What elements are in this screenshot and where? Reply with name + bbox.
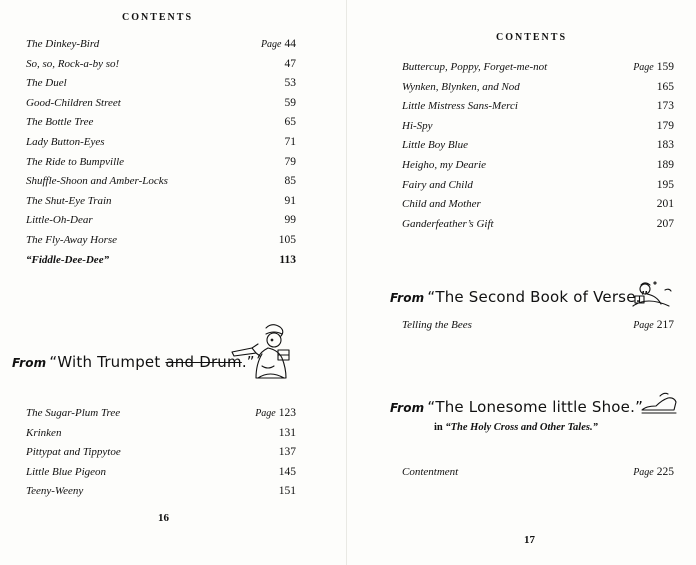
toc-entry-title: Teeny-Weeny (26, 485, 84, 498)
page-number-value: 207 (656, 217, 674, 230)
toc-entry-page (657, 117, 674, 137)
page-number-value: 189 (656, 158, 674, 171)
page-number-value: 123 (278, 407, 296, 419)
toc-entry-title: So, so, Rock-a-by so! (26, 57, 120, 70)
toc-entry-title: Contentment (402, 466, 459, 478)
toc-entry-title: Telling the Bees (402, 319, 472, 331)
toc-entry (26, 113, 296, 133)
page-number-value: 79 (284, 155, 296, 168)
toc-entry-page (285, 113, 297, 133)
toc-entry (26, 251, 296, 271)
page-number-value: 44 (284, 38, 296, 50)
toc-entry (26, 133, 296, 153)
toc-entry-title: Heigho, my Dearie (402, 158, 487, 171)
toc-entry-page (657, 136, 674, 156)
toc-entry-title: Little Boy Blue (402, 139, 468, 152)
toc-entry-page (657, 97, 674, 117)
toc-entry (402, 176, 674, 196)
page-label: Page (633, 467, 654, 478)
toc-entry-title: Ganderfeather’s Gift (402, 217, 494, 230)
toc-entry-page (285, 133, 297, 153)
right-page (348, 0, 696, 565)
toc-entry (26, 231, 296, 251)
toc-list-2 (402, 316, 674, 336)
toc-entry-title: “Fiddle-Dee-Dee” (26, 253, 110, 266)
reading-child-illustration (625, 280, 675, 310)
toc-entry-title: Little-Oh-Dear (26, 214, 93, 227)
toc-entry (402, 136, 674, 156)
toc-entry-page (285, 55, 297, 75)
page-number-value: 53 (284, 77, 296, 90)
toc-entry-title: The Duel (26, 77, 67, 90)
page-number-value: 151 (278, 485, 296, 498)
toc-list (26, 35, 296, 270)
toc-entry-page (285, 172, 297, 192)
toc-entry-title: Pittypat and Tippytoe (26, 446, 121, 459)
toc-entry (402, 156, 674, 176)
toc-entry (402, 97, 674, 117)
toc-entry-page (279, 251, 296, 271)
toc-entry-page (633, 316, 674, 336)
toc-list-2 (26, 404, 296, 502)
toc-entry-page (261, 35, 296, 55)
section-note: in “The Holy Cross and Other Tales.” (434, 422, 598, 433)
toc-entry-page (657, 156, 674, 176)
toc-entry-title: Buttercup, Poppy, Forget-me-not (402, 61, 548, 73)
toc-entry (26, 211, 296, 231)
toc-entry-title: The Shut-Eye Train (26, 194, 112, 207)
toc-entry (26, 463, 296, 483)
section-title-1: From “The Second Book of Verse.” (390, 288, 649, 306)
toc-entry (402, 463, 674, 483)
contents-heading: CONTENTS (122, 12, 194, 23)
toc-entry-title: Little Blue Pigeon (26, 465, 107, 478)
toc-entry-title: Shuffle-Shoon and Amber-Locks (26, 175, 168, 188)
toc-entry (402, 78, 674, 98)
page-number-value: 165 (656, 80, 674, 93)
toc-entry-page (657, 176, 674, 196)
toc-entry (26, 35, 296, 55)
toc-entry (26, 482, 296, 502)
shoe-illustration (640, 392, 680, 416)
toc-entry-page (285, 94, 297, 114)
toc-entry-title: The Ride to Bumpville (26, 155, 125, 168)
page-number-value: 65 (284, 116, 296, 129)
toc-entry (26, 443, 296, 463)
page-number-value: 85 (284, 175, 296, 188)
toc-entry-page (657, 78, 674, 98)
toc-entry-page (285, 74, 297, 94)
toc-entry (402, 316, 674, 336)
page-number: 16 (158, 512, 169, 524)
page-number-value: 217 (656, 319, 674, 331)
section-from: From (12, 356, 47, 370)
toc-list-3 (402, 463, 674, 483)
page-number-value: 131 (278, 426, 296, 439)
toc-entry-page (279, 443, 296, 463)
page-number-value: 91 (284, 194, 296, 207)
page-number-value: 47 (284, 57, 296, 70)
toc-entry (402, 215, 674, 235)
toc-entry-page (285, 192, 297, 212)
page-number-value: 137 (278, 446, 296, 459)
page-number-value: 71 (284, 135, 296, 148)
toc-entry (26, 424, 296, 444)
page-number-value: 225 (656, 466, 674, 478)
page-number-value: 183 (656, 139, 674, 152)
toc-entry-title: Good-Children Street (26, 96, 121, 109)
toc-entry-page (279, 463, 296, 483)
toc-entry (26, 192, 296, 212)
page-label: Page (260, 39, 282, 50)
toc-entry-title: The Fly-Away Horse (26, 233, 118, 246)
toc-entry-page (285, 153, 297, 173)
toc-list (402, 58, 674, 234)
page-number-value: 159 (656, 61, 674, 73)
page-number-value: 105 (278, 233, 296, 246)
toc-entry (26, 404, 296, 424)
toc-entry-page (657, 215, 674, 235)
page-label: Page (255, 408, 276, 419)
page-number-value: 59 (284, 96, 296, 109)
section-title-2: From “The Lonesome little Shoe.” (390, 398, 644, 416)
toc-entry-title: Lady Button-Eyes (26, 135, 105, 148)
toc-entry-title: The Bottle Tree (26, 116, 94, 129)
toc-entry (26, 172, 296, 192)
section-title: From “With Trumpet and Drum.” (12, 353, 255, 371)
page-number-value: 195 (656, 178, 674, 191)
page-number-value: 173 (656, 100, 674, 113)
toc-entry-title: Little Mistress Sans-Merci (402, 100, 518, 113)
toc-entry-title: The Dinkey-Bird (26, 38, 100, 50)
toc-entry-page (255, 404, 296, 424)
toc-entry-page (285, 211, 297, 231)
toc-entry-page (279, 482, 296, 502)
toc-entry (26, 55, 296, 75)
toc-entry (402, 195, 674, 215)
trumpeter-girl-illustration (230, 322, 300, 382)
toc-entry (26, 153, 296, 173)
toc-entry-title: Child and Mother (402, 198, 481, 211)
toc-entry-title: Wynken, Blynken, and Nod (402, 80, 520, 93)
toc-entry (26, 94, 296, 114)
page-label: Page (633, 62, 654, 73)
page-number-value: 145 (278, 465, 296, 478)
toc-entry-title: Krinken (26, 426, 62, 439)
page-number: 17 (524, 534, 535, 546)
contents-heading: CONTENTS (496, 32, 568, 43)
toc-entry-page (279, 231, 296, 251)
toc-entry (402, 117, 674, 137)
toc-entry-page (279, 424, 296, 444)
toc-entry-page (633, 58, 674, 78)
page-label: Page (633, 320, 654, 331)
toc-entry (26, 74, 296, 94)
toc-entry-page (633, 463, 674, 483)
page-number-value: 113 (279, 253, 296, 266)
toc-entry-title: Hi-Spy (402, 119, 433, 132)
toc-entry-title: Fairy and Child (402, 178, 473, 191)
page-number-value: 201 (656, 198, 674, 211)
toc-entry-title: The Sugar-Plum Tree (26, 407, 121, 419)
toc-entry-page (657, 195, 674, 215)
page-number-value: 179 (656, 119, 674, 132)
toc-entry (402, 58, 674, 78)
page-number-value: 99 (284, 214, 296, 227)
